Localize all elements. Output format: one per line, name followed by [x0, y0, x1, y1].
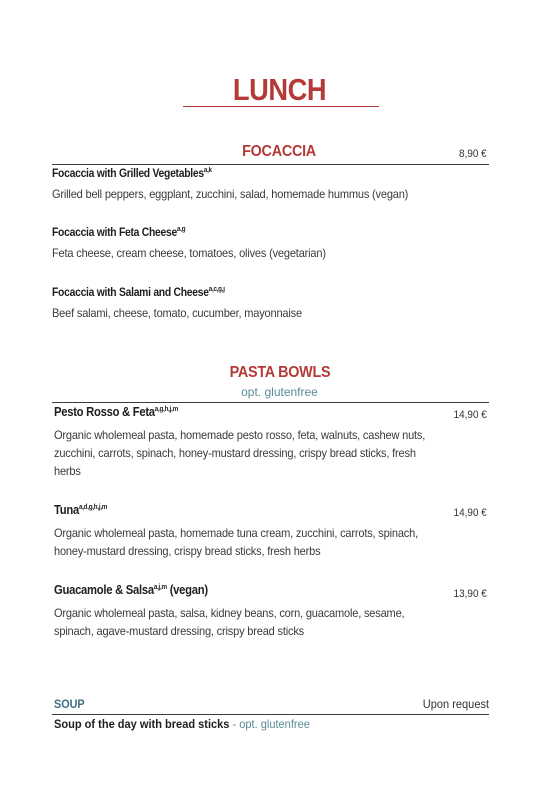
item-name-text: Focaccia with Feta Cheese — [52, 227, 177, 239]
item-name-text: Pesto Rosso & Feta — [54, 405, 155, 419]
focaccia-item-name — [52, 167, 212, 180]
soup-heading: SOUP — [54, 697, 85, 711]
pasta-subheading: opt. glutenfree — [241, 385, 318, 399]
item-name-text: Tuna — [54, 503, 79, 517]
soup-item — [54, 717, 310, 731]
pasta-item-price: 14,90 € — [453, 409, 487, 421]
item-name-text: Guacamole & Salsa — [54, 583, 154, 597]
pasta-item-desc: Organic wholemeal pasta, homemade tuna cream, zucchini, carrots, spinach, honey-mustard dressing, crispy bread sticks, fresh herbs — [54, 526, 418, 558]
pasta-item-price: 13,90 € — [453, 588, 487, 600]
focaccia-item-desc: Beef salami, cheese, tomato, cucumber, mayonnaise — [52, 306, 302, 320]
allergen-codes: a,k — [203, 167, 212, 174]
pasta-item-name — [54, 503, 107, 517]
allergen-codes: a,g,h,j,m — [154, 406, 178, 413]
allergen-codes: a,c,g,j — [208, 286, 225, 293]
title-underline — [183, 106, 379, 107]
focaccia-item-name — [52, 226, 185, 239]
focaccia-item-name — [52, 286, 225, 299]
focaccia-heading-text: FOCACCIA — [242, 143, 317, 160]
item-suffix: (vegan) — [166, 583, 208, 597]
focaccia-divider — [52, 164, 489, 165]
pasta-item-price: 14,90 € — [453, 507, 487, 519]
menu-title: LUNCH — [232, 72, 327, 107]
focaccia-price: 8,90 € — [459, 148, 487, 160]
soup-price: Upon request — [422, 697, 489, 711]
pasta-heading — [0, 364, 559, 382]
pasta-heading-text: PASTA BOWLS — [229, 364, 330, 381]
pasta-item-desc: Organic wholemeal pasta, homemade pesto rosso, feta, walnuts, cashew nuts, zucchini, carrots, spinach, honey-mustard dressing, crispy bread sticks, fresh herbs — [54, 428, 426, 478]
item-name-text: Focaccia with Grilled Vegetables — [52, 168, 204, 180]
focaccia-item-desc: Feta cheese, cream cheese, tomatoes, olives (vegetarian) — [52, 246, 326, 260]
pasta-item-name — [54, 405, 178, 419]
allergen-codes: a,j,m — [153, 584, 167, 591]
allergen-codes: a,d,g,h,j,m — [78, 504, 108, 511]
focaccia-item-desc: Grilled bell peppers, eggplant, zucchini, salad, homemade hummus (vegan) — [52, 187, 409, 201]
allergen-codes: a,g — [176, 226, 186, 233]
soup-item-note: - opt. glutenfree — [229, 717, 310, 731]
pasta-item-name — [54, 583, 208, 597]
pasta-divider — [52, 402, 489, 403]
soup-divider — [52, 714, 489, 715]
pasta-item-desc: Organic wholemeal pasta, salsa, kidney beans, corn, guacamole, sesame, spinach, agave-mustard dressing, crispy bread sticks — [54, 606, 405, 638]
soup-item-name: Soup of the day with bread sticks — [54, 717, 230, 731]
item-name-text: Focaccia with Salami and Cheese — [52, 287, 209, 299]
